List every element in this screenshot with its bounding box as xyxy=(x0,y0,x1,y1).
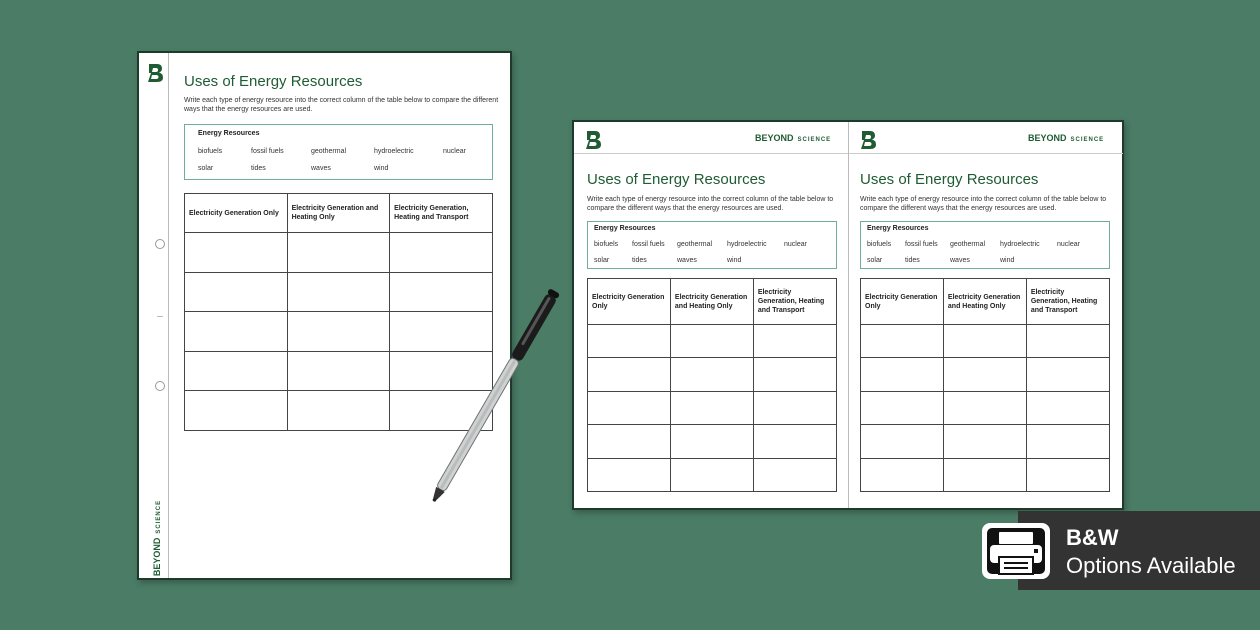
resources-box xyxy=(184,124,493,180)
answer-cell[interactable] xyxy=(287,391,390,431)
a5-page xyxy=(849,122,1123,508)
table-row xyxy=(588,391,837,424)
answer-cell[interactable] xyxy=(1026,458,1109,491)
punch-hole xyxy=(155,381,165,391)
resource-word: fossil fuels xyxy=(251,148,284,155)
answer-cell[interactable] xyxy=(753,425,836,458)
table-row xyxy=(861,358,1110,391)
answer-cell[interactable] xyxy=(588,391,671,424)
resource-word: geothermal xyxy=(311,148,347,155)
resource-word: tides xyxy=(905,257,920,264)
answer-cell[interactable] xyxy=(1026,425,1109,458)
worksheet-title: Uses of Energy Resources xyxy=(184,73,363,90)
table-row xyxy=(588,325,837,358)
table-row xyxy=(588,425,837,458)
answer-cell[interactable] xyxy=(185,233,288,273)
answer-cell[interactable] xyxy=(753,358,836,391)
resources-box xyxy=(587,221,837,269)
answer-cell[interactable] xyxy=(943,425,1026,458)
resources-heading: Energy Resources xyxy=(867,225,929,232)
resource-word: fossil fuels xyxy=(632,241,665,248)
resource-word: nuclear xyxy=(784,241,807,248)
answer-cell[interactable] xyxy=(588,358,671,391)
resource-word: solar xyxy=(867,257,883,264)
answer-cell[interactable] xyxy=(943,391,1026,424)
resource-word: wind xyxy=(1000,257,1015,264)
column-header: Electricity Generation, Heating and Transport xyxy=(1026,279,1109,325)
resource-word: geothermal xyxy=(950,241,986,248)
column-header: Electricity Generation Only xyxy=(185,194,288,233)
answer-cell[interactable] xyxy=(287,272,390,312)
brand-logo-icon xyxy=(584,130,602,150)
brand-wordmark xyxy=(1028,133,1104,143)
a5-page xyxy=(574,122,848,508)
brand-logo-icon xyxy=(859,130,877,150)
brand-name: BEYOND xyxy=(1028,133,1067,143)
answer-cell[interactable] xyxy=(861,458,944,491)
resource-word: tides xyxy=(251,165,266,172)
resource-word: hydroelectric xyxy=(727,241,767,248)
answer-cell[interactable] xyxy=(861,391,944,424)
table-row xyxy=(861,425,1110,458)
answer-cell[interactable] xyxy=(861,358,944,391)
answer-cell[interactable] xyxy=(588,425,671,458)
answer-cell[interactable] xyxy=(753,391,836,424)
resource-word: tides xyxy=(632,257,647,264)
table-row xyxy=(861,458,1110,491)
column-header: Electricity Generation, Heating and Transport xyxy=(753,279,836,325)
answer-cell[interactable] xyxy=(670,325,753,358)
answer-table xyxy=(587,278,837,492)
resource-word: solar xyxy=(198,165,214,172)
resources-box xyxy=(860,221,1110,269)
resource-word: hydroelectric xyxy=(374,148,414,155)
resource-word: waves xyxy=(950,257,970,264)
answer-cell[interactable] xyxy=(185,272,288,312)
margin-line xyxy=(168,53,169,578)
column-header: Electricity Generation Only xyxy=(588,279,671,325)
answer-cell[interactable] xyxy=(670,425,753,458)
resource-word: biofuels xyxy=(594,241,619,248)
column-header: Electricity Generation and Heating Only xyxy=(943,279,1026,325)
printer-icon xyxy=(980,521,1052,581)
worksheet-title: Uses of Energy Resources xyxy=(587,171,766,188)
table-row xyxy=(185,233,493,273)
resource-word: fossil fuels xyxy=(905,241,938,248)
resource-word: nuclear xyxy=(443,148,466,155)
brand-logo-icon xyxy=(146,63,164,83)
brand-sub: SCIENCE xyxy=(797,137,832,143)
answer-cell[interactable] xyxy=(943,358,1026,391)
answer-cell[interactable] xyxy=(1026,391,1109,424)
answer-cell[interactable] xyxy=(943,458,1026,491)
worksheet-instructions: Write each type of energy resource into the correct column of the table below to compare the different ways that the energy resources are used. xyxy=(184,97,499,113)
bw-options-badge xyxy=(1018,511,1260,590)
answer-cell[interactable] xyxy=(588,325,671,358)
resources-heading: Energy Resources xyxy=(198,130,260,137)
resource-word: nuclear xyxy=(1057,241,1080,248)
brand-name: BEYOND xyxy=(152,537,162,577)
column-header: Electricity Generation Only xyxy=(861,279,944,325)
answer-cell[interactable] xyxy=(861,425,944,458)
brand-vertical xyxy=(152,498,162,578)
resource-word: hydroelectric xyxy=(1000,241,1040,248)
resources-heading: Energy Resources xyxy=(594,225,656,232)
column-header: Electricity Generation, Heating and Transport xyxy=(390,194,493,233)
badge-title: B&W xyxy=(1066,525,1119,550)
answer-cell[interactable] xyxy=(670,358,753,391)
brand-sub: SCIENCE xyxy=(156,499,162,534)
answer-cell[interactable] xyxy=(670,458,753,491)
brand-sub: SCIENCE xyxy=(1070,137,1105,143)
column-header: Electricity Generation and Heating Only xyxy=(287,194,390,233)
answer-cell[interactable] xyxy=(753,325,836,358)
table-row xyxy=(588,358,837,391)
answer-cell[interactable] xyxy=(1026,358,1109,391)
table-row xyxy=(861,325,1110,358)
resource-word: geothermal xyxy=(677,241,713,248)
answer-cell[interactable] xyxy=(861,325,944,358)
header-rule xyxy=(574,153,848,154)
answer-cell[interactable] xyxy=(185,391,288,431)
badge-subtitle: Options Available xyxy=(1066,553,1236,578)
brand-wordmark xyxy=(755,133,831,143)
column-header: Electricity Generation and Heating Only xyxy=(670,279,753,325)
answer-cell[interactable] xyxy=(287,312,390,352)
answer-cell[interactable] xyxy=(943,325,1026,358)
answer-cell[interactable] xyxy=(1026,325,1109,358)
answer-table xyxy=(860,278,1110,492)
brand-name: BEYOND xyxy=(755,133,794,143)
answer-cell[interactable] xyxy=(588,458,671,491)
resource-word: wind xyxy=(374,165,389,172)
resource-word: waves xyxy=(677,257,697,264)
pen-image xyxy=(420,268,570,523)
worksheet-instructions: Write each type of energy resource into the correct column of the table below to compare the different ways that the energy resources are used. xyxy=(860,196,1107,212)
fold-mark xyxy=(157,316,163,317)
answer-cell[interactable] xyxy=(670,391,753,424)
punch-hole xyxy=(155,239,165,249)
resource-word: biofuels xyxy=(867,241,892,248)
table-row xyxy=(588,458,837,491)
answer-cell[interactable] xyxy=(753,458,836,491)
answer-cell[interactable] xyxy=(185,312,288,352)
table-row xyxy=(861,391,1110,424)
resource-word: wind xyxy=(727,257,742,264)
worksheet-title: Uses of Energy Resources xyxy=(860,171,1039,188)
answer-cell[interactable] xyxy=(185,351,288,391)
answer-cell[interactable] xyxy=(287,351,390,391)
resource-word: waves xyxy=(311,165,331,172)
answer-cell[interactable] xyxy=(287,233,390,273)
worksheet-instructions: Write each type of energy resource into the correct column of the table below to compare the different ways that the energy resources are used. xyxy=(587,196,834,212)
header-rule xyxy=(849,153,1123,154)
landscape-worksheet xyxy=(572,120,1124,510)
resource-word: solar xyxy=(594,257,610,264)
resource-word: biofuels xyxy=(198,148,223,155)
answer-cell[interactable] xyxy=(390,233,493,273)
